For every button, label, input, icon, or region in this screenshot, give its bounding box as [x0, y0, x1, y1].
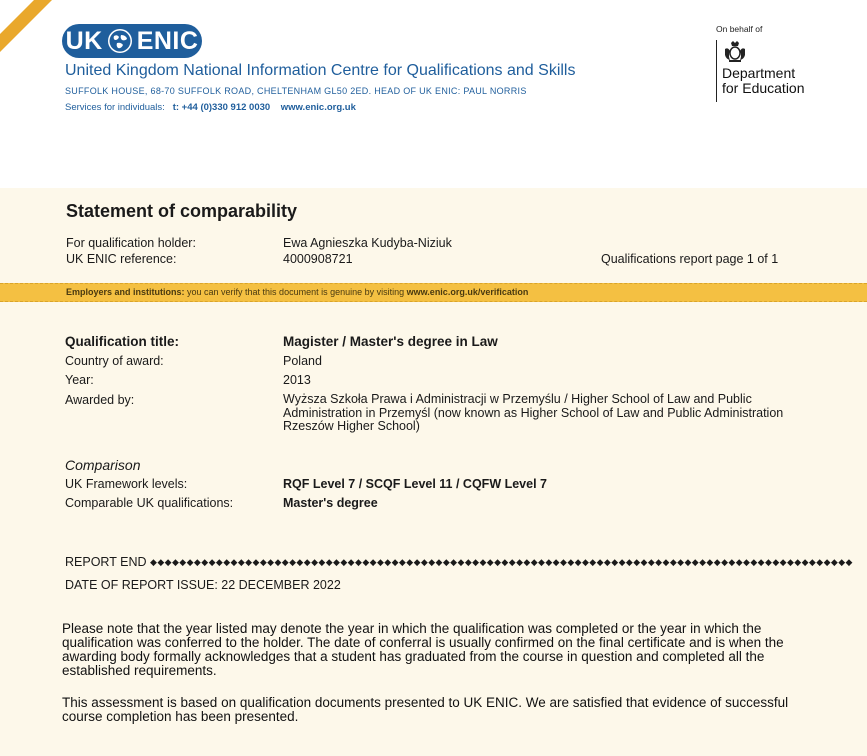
- dfe-name: [722, 66, 805, 96]
- holder-label: For qualification holder:: [66, 236, 196, 250]
- qualification-title-value: Magister / Master's degree in Law: [283, 334, 498, 349]
- services-line: [65, 102, 356, 113]
- corner-decoration-inner: [0, 0, 34, 34]
- royal-crest-icon: [722, 40, 748, 64]
- statement-title: Statement of comparability: [66, 201, 298, 221]
- services-phone: t: +44 (0)330 912 0030: [172, 102, 271, 113]
- reference-label: UK ENIC reference:: [66, 252, 177, 266]
- report-end: [65, 555, 853, 569]
- dfe-name-line1: Department: [722, 65, 796, 81]
- verification-body: you can verify that this document is genuine by visiting: [184, 287, 407, 297]
- verification-url[interactable]: www.enic.org.uk/verification: [406, 287, 529, 297]
- comparable-value: Master's degree: [283, 496, 378, 510]
- document-header: [0, 0, 867, 188]
- comparison-heading: Comparison: [65, 457, 141, 473]
- verification-lead: Employers and institutions:: [66, 287, 185, 297]
- awarded-value: Wyższa Szkoła Prawa i Administracji w Przemyślu / Higher School of Law and Public Administration in Przemyśl (now known as Higher School of Law and Public Administration Rzeszów Higher School): [283, 392, 784, 433]
- globe-icon: [107, 28, 133, 54]
- verification-band: [0, 283, 867, 302]
- report-end-label: REPORT END: [65, 555, 147, 569]
- report-issue-date: DATE OF REPORT ISSUE: 22 DECEMBER 2022: [65, 578, 341, 592]
- dfe-logo: [716, 24, 836, 104]
- report-end-dots: ◆◆◆◆◆◆◆◆◆◆◆◆◆◆◆◆◆◆◆◆◆◆◆◆◆◆◆◆◆◆◆◆◆◆◆◆◆◆◆◆◆◆◆◆◆◆◆◆◆◆◆◆◆◆◆◆◆◆◆◆◆◆◆◆◆◆◆◆◆◆◆◆◆◆◆◆◆◆◆◆◆◆◆◆◆◆◆◆◆◆◆◆◆◆◆◆: [150, 557, 853, 568]
- services-label: Services for individuals:: [65, 102, 165, 113]
- services-website[interactable]: www.enic.org.uk: [280, 102, 356, 113]
- logo-text-left: UK: [65, 26, 103, 55]
- country-label: Country of award:: [65, 354, 164, 368]
- page-info: Qualifications report page 1 of 1: [601, 252, 779, 266]
- note-assessment-basis: This assessment is based on qualification documents presented to UK ENIC. We are satisfied that evidence of successful course completion has been presented.: [62, 695, 789, 724]
- holder-value: Ewa Agnieszka Kudyba-Niziuk: [283, 236, 452, 250]
- verification-text: [66, 287, 528, 297]
- awarded-label: Awarded by:: [65, 393, 135, 407]
- year-value: 2013: [283, 373, 311, 387]
- note-year-conferral: Please note that the year listed may denote the year in which the qualification was completed or the year in which the qualification was conferred to the holder. The date of conferral is usually confirmed on the final certificate and is when the awarding body formally acknowledges that a student has graduated from the course in question and completed all the established requirements.: [62, 621, 784, 678]
- dfe-name-line2: for Education: [722, 80, 805, 96]
- framework-value: RQF Level 7 / SCQF Level 11 / CQFW Level 7: [283, 477, 547, 491]
- organisation-name: United Kingdom National Information Centre for Qualifications and Skills: [65, 62, 576, 79]
- dfe-divider: [716, 40, 717, 102]
- year-label: Year:: [65, 373, 94, 387]
- uk-enic-logo: [62, 24, 202, 58]
- organisation-address: SUFFOLK HOUSE, 68-70 SUFFOLK ROAD, CHELTENHAM GL50 2ED. HEAD OF UK ENIC: PAUL NORRIS: [65, 86, 527, 96]
- framework-label: UK Framework levels:: [65, 477, 188, 491]
- comparable-label: Comparable UK qualifications:: [65, 496, 234, 510]
- reference-value: 4000908721: [283, 252, 353, 266]
- logo-text-right: ENIC: [136, 26, 199, 55]
- qualification-title-label: Qualification title:: [65, 334, 180, 349]
- country-value: Poland: [283, 354, 322, 368]
- dfe-onbehalf: On behalf of: [716, 24, 763, 34]
